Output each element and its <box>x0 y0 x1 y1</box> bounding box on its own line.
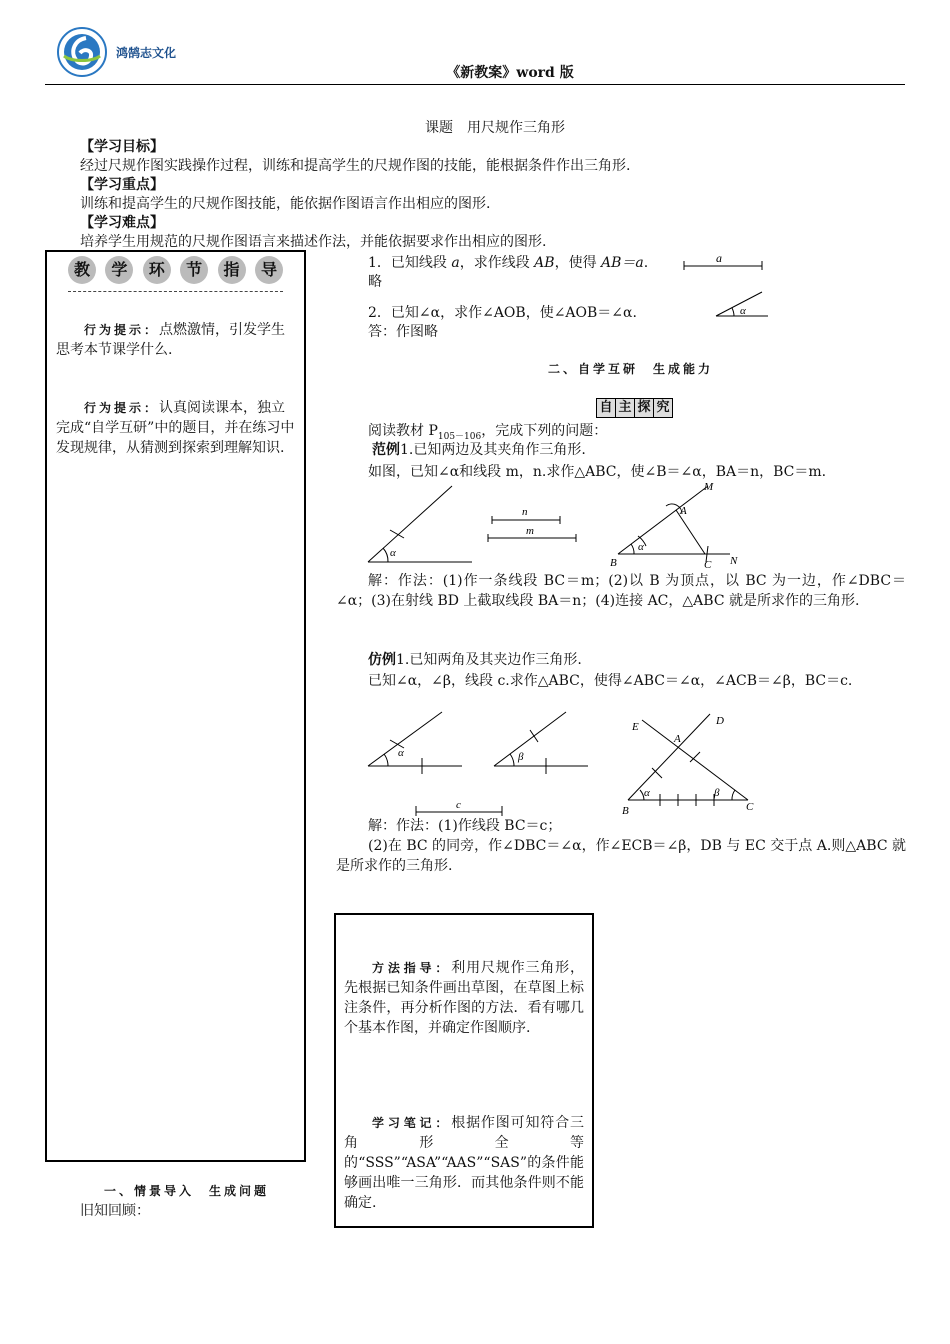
banner-char: 教 <box>68 256 96 284</box>
banner-char: 环 <box>143 256 171 284</box>
banner-char: 导 <box>255 256 283 284</box>
company-logo <box>56 26 108 78</box>
svg-text:C: C <box>746 801 754 813</box>
company-name: 鸿鹄志文化 <box>116 46 177 60</box>
svg-text:D: D <box>716 715 724 727</box>
example-solution: 解：作法：(1)作一条线段 BC＝m；(2)以 B 为顶点，以 BC 为一边，作∠DBC＝∠α；(3)在射线 BD 上截取线段 BA＝n；(4)连接 AC，△ABC 就是所求作的三角形. <box>336 573 906 609</box>
imitation-text: 已知∠α，∠β，线段 c.求作△ABC，使得∠ABC＝∠α，∠ACB＝∠β，BC＝c. <box>368 673 853 689</box>
lesson-title: 课题 用尺规作三角形 <box>425 120 565 136</box>
example-title: 范例1.已知两边及其夹角作三角形. <box>372 442 586 458</box>
svg-text:E: E <box>632 721 639 733</box>
tip2-label: 行为提示： <box>84 401 160 415</box>
goals-text: 经过尺规作图实践操作过程，训练和提高学生的尺规作图的技能，能根据条件作出三角形. <box>80 158 631 174</box>
tip2 <box>56 398 296 458</box>
tip2-text: 认真阅读课本，独立完成“自学互研”中的题目，并在练习中发现规律，从猜测到探索到理解知识. <box>56 400 295 456</box>
review-q1-answer: 略 <box>368 274 382 290</box>
svg-text:A: A <box>674 733 681 745</box>
method-text: 利用尺规作三角形，先根据已知条件画出草图，在草图上标注条件，再分析作图的方法．看有哪几个基本作图，并确定作图顺序. <box>344 960 584 1036</box>
review-q2: 2．已知∠α，求作∠AOB，使∠AOB＝∠α. <box>368 305 637 321</box>
svg-text:C: C <box>704 559 712 571</box>
svg-text:β: β <box>714 787 720 799</box>
note-label: 学习笔记： <box>372 1116 452 1130</box>
example-figure <box>360 476 750 572</box>
badge-char: 探 <box>635 399 654 417</box>
difficulty-label: 【学习难点】 <box>80 215 164 231</box>
method-label: 方法指导： <box>372 961 452 975</box>
imitation-solution-1: 解：作法：(1)作线段 BC＝c； <box>368 818 562 834</box>
segment-a-label: a <box>716 251 722 265</box>
banner-char: 节 <box>180 256 208 284</box>
svg-text:N: N <box>730 555 738 567</box>
svg-text:α: α <box>398 747 404 759</box>
banner-dash-line <box>68 291 283 292</box>
tip1 <box>56 320 296 360</box>
svg-text:A: A <box>680 505 687 517</box>
svg-text:β: β <box>518 751 524 763</box>
badge-char: 究 <box>654 399 672 417</box>
study-note <box>344 1113 584 1213</box>
angle-alpha-label: α <box>740 305 746 317</box>
example-text: 如图，已知∠α和线段 m，n.求作△ABC，使∠B＝∠α，BA＝n，BC＝m. <box>368 464 827 480</box>
tip1-label: 行为提示： <box>84 323 160 337</box>
focus-text: 训练和提高学生的尺规作图技能，能依据作图语言作出相应的图形. <box>80 196 491 212</box>
note-text: 根据作图可知符合三角形全等的“SSS”“ASA”“AAS”“SAS”的条件能够画出唯一三角形．而其他条件则不能确定. <box>344 1115 584 1211</box>
svg-text:α: α <box>390 547 396 559</box>
logo-icon <box>56 26 108 78</box>
imitation-title: 仿例1.已知两角及其夹边作三角形. <box>368 652 582 668</box>
self-study-badge <box>596 398 673 418</box>
svg-text:B: B <box>622 805 629 817</box>
banner-char: 学 <box>105 256 133 284</box>
svg-text:α: α <box>644 787 650 799</box>
angle-alpha-figure <box>712 288 772 322</box>
header-divider <box>45 84 905 85</box>
svg-text:m: m <box>526 525 534 537</box>
guidance-sidebar <box>45 250 306 1162</box>
guidance-banner <box>68 256 283 288</box>
tip1-text: 点燃激情，引发学生思考本节课学什么. <box>56 322 286 358</box>
svg-text:B: B <box>610 557 617 569</box>
difficulty-text: 培养学生用规范的尺规作图语言来描述作法，并能依据要求作出相应的图形. <box>80 234 547 250</box>
banner-char: 指 <box>218 256 246 284</box>
focus-label: 【学习重点】 <box>80 177 164 193</box>
badge-char: 自 <box>597 399 616 417</box>
review-label: 旧知回顾： <box>80 1203 150 1219</box>
method-tip <box>344 958 584 1038</box>
badge-char: 主 <box>616 399 635 417</box>
review-q1: 1．已知线段 a，求作线段 AB，使得 AB＝a. <box>368 255 649 271</box>
svg-text:M: M <box>704 481 714 493</box>
section2-title: 二、自学互研 生成能力 <box>548 362 714 376</box>
svg-text:n: n <box>522 506 528 518</box>
doc-title: 《新教案》word 版 <box>446 65 574 81</box>
read-instruction: 阅读教材 $P_{105-106}$，完成下列的问题： <box>368 423 608 442</box>
imitation-solution-2: (2)在 BC 的同旁，作∠DBC＝∠α，作∠ECB＝∠β，DB 与 EC 交于点 A.则△ABC 就是所求作的三角形. <box>336 838 906 874</box>
segment-a-figure <box>678 250 768 272</box>
goals-label: 【学习目标】 <box>80 139 164 155</box>
svg-text:c: c <box>456 799 461 811</box>
imitation-figure <box>360 706 760 818</box>
section1-title: 一、情景导入 生成问题 <box>104 1184 270 1198</box>
svg-text:α: α <box>638 541 644 553</box>
review-q2-answer: 答：作图略 <box>368 324 438 340</box>
